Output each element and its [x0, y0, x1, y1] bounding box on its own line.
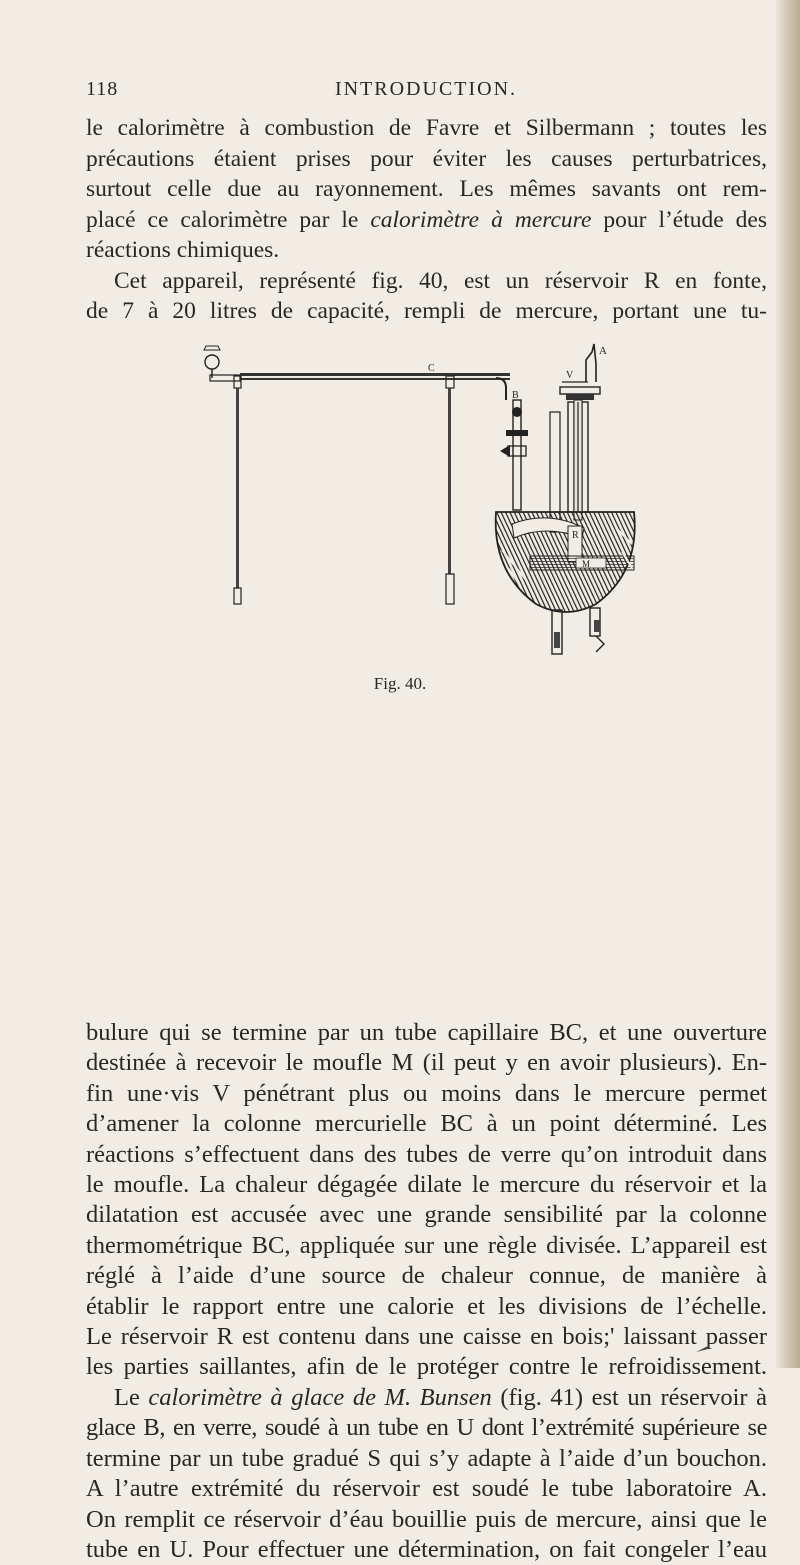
reservoir-r — [496, 512, 635, 612]
term-calorimetre-a-glace: calorimètre à glace de M. Bunsen — [148, 1383, 492, 1411]
text-line: Cet appareil, représenté fig. 40, est un réservoir R en fonte, — [114, 267, 767, 294]
text-line: précautions étaient prises pour éviter les causes perturbatrices, — [86, 145, 767, 172]
text-line: placé ce calorimètre par le calorimètre à mercure pour l’étude des — [86, 206, 767, 233]
text-line: glace B, en verre, soudé à un tube en U dont l’extrémité supérieure se — [86, 1414, 767, 1442]
text-line: le moufle. La chaleur dégagée dilate le mercure du réservoir et la — [86, 1171, 767, 1199]
text-line: destinée à recevoir le moufle M (il peut y en avoir plusieurs). En- — [86, 1049, 767, 1077]
text-line: termine par un tube gradué S qui s’y adapte à l’aide d’un bouchon. — [86, 1444, 767, 1472]
text-line: réactions chimiques. — [86, 237, 280, 263]
label-r: R — [572, 530, 579, 541]
paragraph-1 — [86, 113, 767, 327]
page-number: 118 — [86, 78, 119, 100]
capillary-tube-bc — [240, 363, 510, 380]
text-line: fin une·vis V pénétrant plus ou moins dans le mercure permet — [86, 1079, 767, 1107]
text-line: établir le rapport entre une calorie et les divisions de l’échelle. — [86, 1292, 767, 1320]
text-line: le calorimètre à combustion de Favre et Silbermann ; toutes les — [86, 115, 767, 141]
left-support-rod — [234, 376, 241, 604]
text-line: réactions s’effectuent dans des tubes de verre qu’on introduit dans — [86, 1140, 767, 1168]
calorimeter-illustration — [196, 342, 656, 672]
text-line: réglé à l’aide d’une source de chaleur connue, de manière à — [86, 1262, 767, 1290]
label-c: C — [428, 363, 435, 374]
text-line: On remplit ce réservoir d’éau bouillie puis de mercure, ainsi que le — [86, 1505, 767, 1533]
text-line: surtout celle due au rayonnement. Les mêmes savants ont rem- — [86, 176, 767, 202]
reservoir-stem-b — [500, 400, 528, 510]
page-header — [86, 78, 766, 108]
text-line: thermométrique BC, appliquée sur une règle divisée. L’appareil est — [86, 1231, 767, 1259]
text-line: les parties saillantes, afin de le protéger contre le refroidissement. — [86, 1353, 767, 1381]
screw-v — [550, 344, 607, 532]
running-title: INTRODUCTION. — [334, 78, 518, 100]
middle-support-rod — [446, 376, 454, 604]
figure-40-apparatus — [196, 342, 656, 672]
text-line: A l’autre extrémité du réservoir est soudé le tube laboratoire A. — [86, 1475, 767, 1503]
paragraph-2 — [86, 1018, 767, 1565]
label-b: B — [512, 390, 519, 401]
text-line: tube en U. Pour effectuer une détermination, on fait congeler l’eau — [86, 1535, 767, 1563]
term-calorimetre-a-mercure: calorimètre à mercure — [370, 206, 592, 233]
ink-mark — [694, 1343, 712, 1353]
figure-caption: Fig. 40. — [373, 674, 427, 693]
label-m: M — [582, 559, 591, 569]
text-line: Le réservoir R est contenu dans une caisse en bois;' laissant passer — [86, 1323, 767, 1351]
lower-outlets — [552, 608, 604, 654]
text-line: Le calorimètre à glace de M. Bunsen (fig. 41) est un réservoir à — [114, 1383, 768, 1411]
label-a: A — [599, 345, 607, 357]
text-line: dilatation est accusée avec une grande sensibilité par la colonne — [86, 1201, 767, 1229]
label-v: V — [566, 370, 574, 381]
text-line: bulure qui se termine par un tube capillaire BC, et une ouverture — [86, 1019, 767, 1046]
text-line: de 7 à 20 litres de capacité, rempli de mercure, portant une tu- — [86, 298, 767, 324]
text-line: d’amener la colonne mercurielle BC à un point déterminé. Les — [86, 1110, 767, 1138]
